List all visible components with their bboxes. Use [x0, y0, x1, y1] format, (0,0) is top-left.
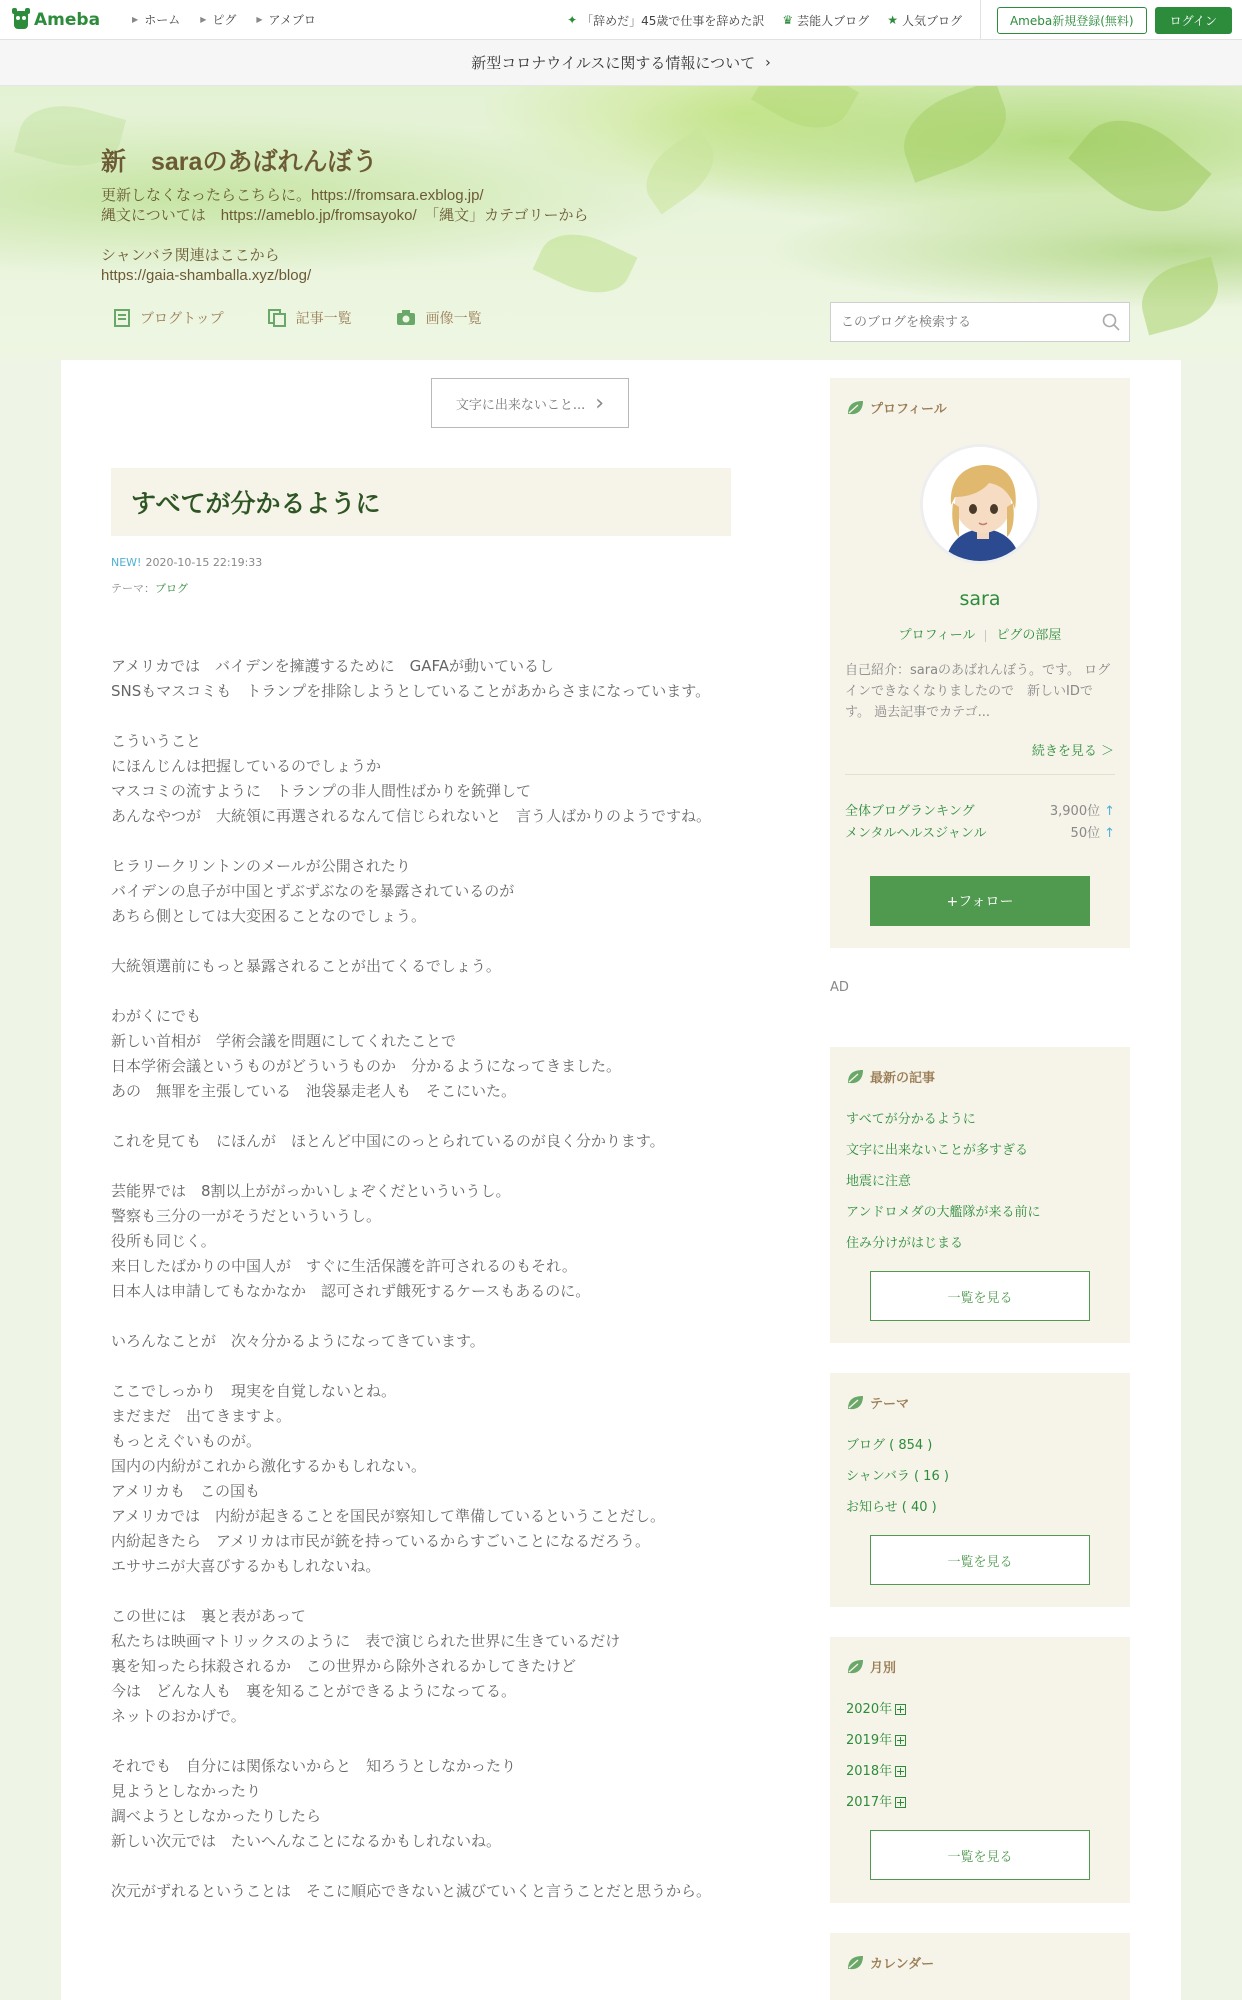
- monthly-box: [830, 1637, 1130, 1903]
- leaf-icon: [846, 1395, 864, 1411]
- divider: [980, 0, 981, 40]
- latest-view-all-button[interactable]: 一覧を見る: [870, 1271, 1090, 1321]
- nav-ameblo-link[interactable]: ▶ アメブロ: [256, 13, 316, 27]
- pig-room-link[interactable]: ピグの部屋: [996, 628, 1062, 643]
- profile-heading: プロフィール: [830, 378, 1130, 417]
- triangle-right-icon: ▶: [200, 15, 207, 24]
- expand-plus-icon[interactable]: [895, 1766, 906, 1777]
- featured-article-link[interactable]: ✦ 「辞めだ」45歳で仕事を辞めた訳: [567, 13, 765, 28]
- article-paragraph: わがくにでも 新しい首相が 学術会議を問題にしてくれたことで 日本学術会議というものがどういうものか 分かるようになってきました。 あの 無罪を主張している 池袋暴走老人も そこにいた。: [111, 1007, 622, 1100]
- top-navigation: [0, 0, 1242, 40]
- search-input[interactable]: [831, 304, 1093, 340]
- article-paragraph: この世には 裏と表があって 私たちは映画マトリックスのように 表で演じられた世界に生きているだけ 裏を知ったら抹殺されるか この世界から除外されるかしてきたけど 今は どんな人も 裏を知ることができるようになってる。 ネットのおかげで。: [111, 1607, 621, 1725]
- month-year-item[interactable]: 2020年: [846, 1694, 1130, 1725]
- theme-item-link[interactable]: お知らせ ( 40 ): [846, 1500, 937, 1515]
- top-right-links: [567, 0, 1242, 40]
- profile-box: [830, 378, 1130, 948]
- search-icon[interactable]: [1093, 313, 1129, 331]
- blog-header: [0, 86, 1242, 360]
- article-paragraph: ここでしっかり 現実を自覚しないとね。 まだまだ 出てきますよ。 もっとえぐいものが。 国内の内紛がこれから激化するかもしれない。 アメリカも この国も アメリカでは 内紛が起きることを国民が察知して準備しているということだし。 内紛起きたら アメリカは市民が銃を持っているからすごいことになるだろう。 エササニが大喜びするかもしれないね。: [111, 1382, 665, 1575]
- monthly-heading: 月別: [830, 1637, 1130, 1676]
- notice-text: 新型コロナウイルスに関する情報について: [471, 54, 756, 72]
- celebrity-blog-link[interactable]: ♛ 芸能人ブログ: [782, 13, 870, 28]
- leaf-decoration: [1134, 257, 1227, 336]
- ameba-logo[interactable]: [12, 8, 100, 32]
- theme-item-link[interactable]: シャンバラ ( 16 ): [846, 1469, 949, 1484]
- latest-articles-list: [830, 1086, 1130, 1259]
- star-icon: ★: [887, 13, 898, 27]
- month-year-item[interactable]: 2018年: [846, 1756, 1130, 1787]
- register-button[interactable]: Ameba新規登録(無料): [997, 7, 1147, 34]
- article-paragraph: アメリカでは バイデンを擁護するために GAFAが動いているし SNSもマスコミも トランプを排除しようとしていることがあからさまになっています。: [111, 657, 711, 700]
- tab-article-list[interactable]: 記事一覧: [268, 308, 352, 328]
- avatar[interactable]: [920, 444, 1040, 564]
- nav-home-link[interactable]: ▶ ホーム: [132, 13, 181, 27]
- document-icon: [114, 309, 130, 327]
- latest-article-link[interactable]: アンドロメダの大艦隊が来る前に: [846, 1205, 1041, 1220]
- expand-plus-icon[interactable]: [895, 1797, 906, 1808]
- ad-label: AD: [830, 980, 849, 995]
- blog-description: 更新しなくなったらこちらに。https://fromsara.exblog.jp/ 縄文については https://ameblo.jp/fromsayoko/ 「縄文」カテゴリーから シャンバラ関連はここから https://gaia-shamballa.xyz/blog/: [101, 187, 589, 284]
- latest-articles-box: [830, 1047, 1130, 1343]
- read-more-link[interactable]: 続きを見る ＞: [1031, 744, 1114, 759]
- article-paragraph: こういうこと にほんじんは把握しているのでしょうか マスコミの流すように トランプの非人間性ばかりを銃弾して あんなやつが 大統領に再選されるなんて信じられないと 言う人ばかりのようですね。: [111, 732, 712, 825]
- tab-image-list[interactable]: 画像一覧: [396, 308, 482, 328]
- article-paragraph: いろんなことが 次々分かるようになってきています。: [111, 1332, 485, 1350]
- avatar-illustration-icon: [923, 447, 1040, 564]
- article-paragraph: 大統領選前にもっと暴露されることが出てくるでしょう。: [111, 957, 501, 975]
- leaf-icon: [846, 1069, 864, 1085]
- article-paragraph: ヒラリークリントンのメールが公開されたり バイデンの息子が中国とずぶずぶなのを暴露されているのが あちら側としては大変困ることなのでしょう。: [111, 857, 515, 925]
- nav-pig-link[interactable]: ▶ ピグ: [200, 13, 237, 27]
- leaf-decoration: [1068, 97, 1211, 235]
- copy-icon: [268, 309, 286, 327]
- previous-article-link[interactable]: 文字に出来ないこと... ›: [431, 378, 629, 428]
- blog-title[interactable]: 新 saraのあばれんぼう: [101, 148, 378, 176]
- triangle-right-icon: ▶: [132, 15, 139, 24]
- expand-plus-icon[interactable]: [895, 1704, 906, 1715]
- article-paragraph: それでも 自分には関係ないからと 知ろうとしなかったり 見ようとしなかったり 調べようとしなかったりしたら 新しい次元では たいへんなことになるかもしれないね。: [111, 1757, 517, 1850]
- expand-plus-icon[interactable]: [895, 1735, 906, 1746]
- crown-icon: ♛: [782, 13, 794, 27]
- calendar-heading: カレンダー: [830, 1933, 1130, 1972]
- leaf-icon: [846, 400, 864, 416]
- article-body: [111, 654, 731, 1929]
- covid-notice-link[interactable]: [0, 40, 1242, 86]
- arrow-up-icon: ↑: [1104, 804, 1115, 819]
- leaf-icon: [846, 1659, 864, 1675]
- profile-link[interactable]: プロフィール: [898, 628, 976, 643]
- logo-text: Ameba: [34, 9, 101, 30]
- new-badge: NEW!: [111, 556, 142, 569]
- follow-button[interactable]: +フォロー: [870, 876, 1090, 926]
- month-year-item[interactable]: 2017年: [846, 1787, 1130, 1818]
- calendar-box: [830, 1933, 1130, 2000]
- ranking-genre[interactable]: メンタルヘルスジャンル 50位 ↑: [845, 826, 1115, 841]
- article-paragraph: これを見ても にほんが ほとんど中国にのっとられているのが良く分かります。: [111, 1132, 665, 1150]
- themes-view-all-button[interactable]: 一覧を見る: [870, 1535, 1090, 1585]
- ranking-overall[interactable]: 全体ブログランキング 3,900位 ↑: [845, 804, 1115, 819]
- divider: [985, 630, 986, 642]
- ameba-mascot-icon: [12, 8, 30, 32]
- latest-article-link[interactable]: 住み分けがはじまる: [846, 1236, 964, 1251]
- profile-links: [830, 624, 1130, 643]
- profile-name[interactable]: sara: [959, 588, 1001, 610]
- main-nav: [112, 11, 316, 28]
- monthly-view-all-button[interactable]: 一覧を見る: [870, 1830, 1090, 1880]
- sparkle-icon: ✦: [567, 13, 578, 27]
- article-datetime: 2020-10-15 22:19:33: [145, 556, 263, 569]
- theme-item-link[interactable]: ブログ ( 854 ): [846, 1438, 933, 1453]
- themes-box: [830, 1373, 1130, 1607]
- leaf-icon: [846, 1955, 864, 1971]
- tab-blog-top[interactable]: ブログトップ: [114, 308, 224, 328]
- profile-intro: 自己紹介：saraのあばれんぼう。です。 ログインできなくなりましたので 新しいIDです。 過去記事でカテゴ...: [845, 663, 1111, 720]
- triangle-right-icon: ▶: [256, 15, 263, 24]
- login-button[interactable]: ログイン: [1155, 7, 1232, 34]
- camera-icon: [396, 310, 416, 326]
- divider: [845, 774, 1115, 775]
- latest-article-link[interactable]: 地震に注意: [846, 1174, 912, 1189]
- theme-link[interactable]: ブログ: [155, 582, 188, 595]
- article-paragraph: 次元がずれるということは そこに順応できないと滅びていくと言うことだと思うから。: [111, 1882, 712, 1900]
- leaf-decoration: [891, 86, 1018, 183]
- article-meta: [111, 556, 262, 569]
- arrow-up-icon: ↑: [1104, 826, 1115, 841]
- chevron-right-icon: ›: [595, 390, 605, 416]
- header-tabs: [114, 308, 526, 328]
- latest-heading: 最新の記事: [830, 1047, 1130, 1086]
- themes-list: [830, 1412, 1130, 1523]
- main-content: [61, 360, 1181, 2000]
- article-theme: テーマ：ブログ: [111, 582, 188, 595]
- leaf-decoration: [633, 128, 727, 215]
- leaf-decoration: [751, 86, 859, 144]
- blog-search: [830, 302, 1130, 342]
- latest-article-link[interactable]: 文字に出来ないことが多すぎる: [846, 1143, 1029, 1158]
- themes-heading: テーマ: [830, 1373, 1130, 1412]
- popular-blog-link[interactable]: ★ 人気ブログ: [887, 13, 962, 28]
- article-paragraph: 芸能界では 8割以上ががっかいしょぞくだといういうし。 警察も三分の一がそうだといういうし。 役所も同じく。 来日したばかりの中国人が すぐに生活保護を許可されるのもそれ。 日本人は申請してもなかなか 認可されず餓死するケースもあるのに。: [111, 1182, 591, 1300]
- month-year-item[interactable]: 2019年: [846, 1725, 1130, 1756]
- chevron-right-icon: ›: [765, 54, 771, 71]
- monthly-list: [830, 1676, 1130, 1818]
- latest-article-link[interactable]: すべてが分かるように: [846, 1112, 976, 1127]
- article-title[interactable]: すべてが分かるように: [111, 468, 731, 536]
